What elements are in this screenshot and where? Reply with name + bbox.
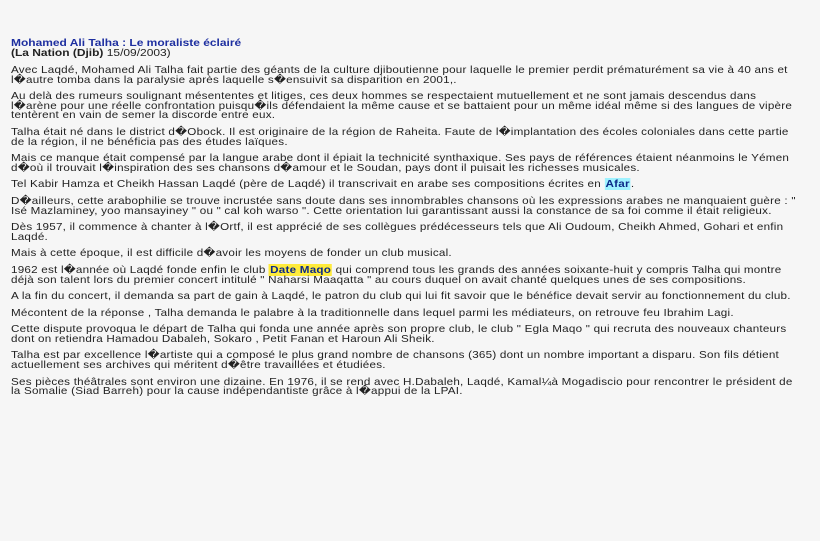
article-source <box>11 48 820 58</box>
paragraph: Cette dispute provoqua le départ de Talha qui fonda une année après son propre club, le club " Egla Maqo " qui recruta des nouveaux chanteurs dont on retiendra Hamadou Dabaleh, Sokaro , Petit Fanan et Haroun Ali Sheik. <box>11 323 787 345</box>
paragraph: Mais à cette époque, il est difficile d�avoir les moyens de fonder un club musical. <box>11 247 452 260</box>
source-date: 15/09/2003) <box>103 47 171 59</box>
paragraph: Talha est par excellence l�artiste qui a composé le plus grand nombre de chansons (365) dont un nombre important a disparu. Son fils détient actuellement ses archives qui méritent d�être travaillées et étudiées. <box>11 349 780 372</box>
paragraph <box>11 263 805 286</box>
paragraph: Mécontent de la réponse , Talha demanda le palabre à la traditionnelle dans lequel parmi les médiateurs, on retrouve feu Ibrahim Lagi. <box>11 306 734 319</box>
paragraph: Au delà des rumeurs soulignant mésententes et litiges, ces deux hommes se respectaient mutuellement et ne sont jamais descendus dans l�arène pour une réelle confrontation puisqu�ils défendaient la même cause et se battaient pour un même idéal même si des langues de vipère tentèrent en vain de semer la discorde entre eux. <box>11 90 793 122</box>
paragraph-text: 1962 est l�année où Laqdé fonde enfin le club <box>11 263 270 276</box>
paragraph <box>11 180 805 190</box>
paragraph: Dès 1957, il commence à chanter à l�Ortf, il est apprécié de ses collègues prédécesseurs tels que Ali Oudoum, Cheikh Ahmed, Gohari et enfin Laqdé. <box>11 221 784 243</box>
paragraph-text: Tel Kabir Hamza et Cheikh Hassan Laqdé (père de Laqdé) il transcrivait en arabe ses compositions écrites en <box>11 178 605 191</box>
paragraph: A la fin du concert, il demanda sa part de gain à Laqdé, le patron du club qui lui fit savoir que le bénéfice devait servir au fonctionnement du club. <box>11 290 791 303</box>
paragraph: Mais ce manque était compensé par la langue arabe dont il épiait la technicité synthaxique. Ses pays de références étaient néanmoins le Yémen d�où il trouvait l�inspiration des ses chansons d�amour et le Soudan, pays dont il puisait les richesses musicales. <box>11 152 790 174</box>
paragraph: Talha était né dans le district d�Obock. Il est originaire de la région de Raheita. Faute de l�implantation des écoles coloniales dans cette partie de la région, il ne bénéficia pas des études laïques. <box>11 125 789 148</box>
paragraph: Avec Laqdé, Mohamed Ali Talha fait partie des géants de la culture djiboutienne pour laquelle le premier perdit prématurément sa vie à 40 ans et l�autre tomba dans la paralysie après laquelle s�ensuivit sa disparition en 2001,. <box>11 64 788 86</box>
date-maqo-highlight: Date Maqo <box>270 263 332 276</box>
article-title: Mohamed Ali Talha : Le moraliste éclairé <box>11 37 242 49</box>
paragraph-text: . <box>630 178 635 191</box>
paragraph: D�ailleurs, cette arabophilie se trouve incrustée sans doute dans ses innombrables chansons où les expressions arabes ne manquaient guère : " Isé Mazlaminey, yoo mansayiney " ou " cal koh warso ". Cette orientation lui garantissant aussi la constance de sa foi comme il était religieux. <box>11 194 796 217</box>
afar-highlight: Afar <box>605 178 630 191</box>
paragraph-text: qui comprend tous les grands des années soixante-huit y compris Talha qui montre déjà son talent lors du premier concert intitulé " Naharsi Maaqatta " au cours duquel on avait chanté quelques unes de ses compositions. <box>11 263 782 286</box>
source-name: (La Nation (Djib) <box>11 47 104 59</box>
paragraph: Ses pièces théâtrales sont environ une dizaine. En 1976, il se rend avec H.Dabaleh, Laqdé, Kamal¼à Mogadiscio pour rencontrer le président de la Somalie (Siad Barreh) pour la cause indépendantiste grâce à l�appui de la LPAI. <box>11 375 793 398</box>
